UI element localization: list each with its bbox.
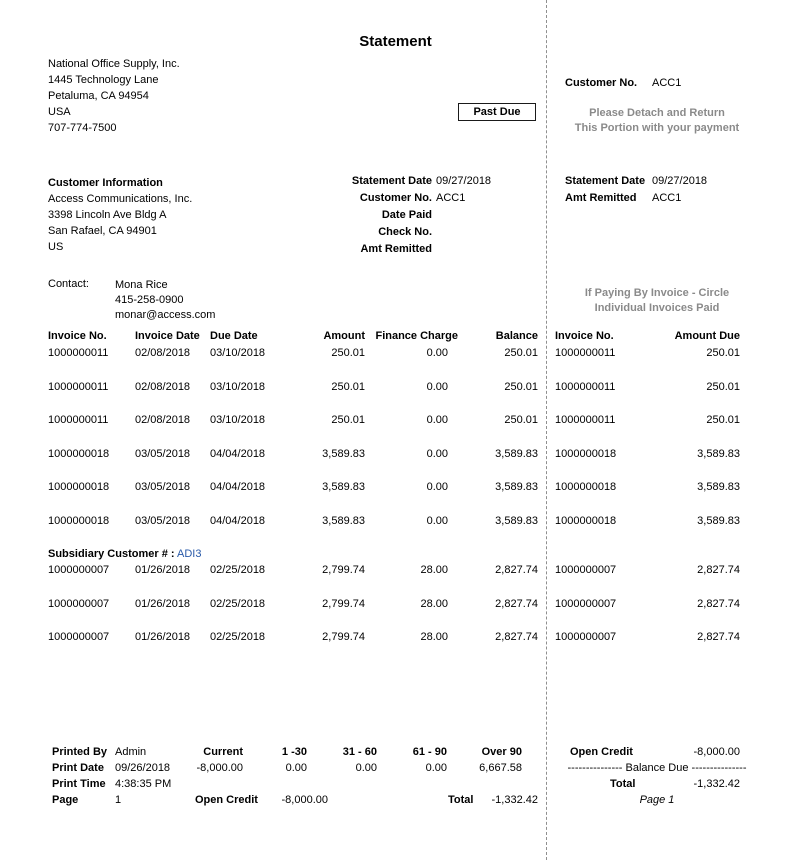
contact-label: Contact: (48, 278, 89, 290)
table-row (0, 347, 791, 381)
page-title: Statement (359, 33, 432, 50)
remit-amt-remitted-label: Amt Remitted (565, 192, 637, 204)
statement-date-value: 09/27/2018 (436, 175, 492, 187)
paying-note (552, 286, 762, 316)
aging-header-over-90: Over 90 (481, 746, 522, 758)
table-row (0, 631, 791, 665)
subsidiary-customer-label: Subsidiary Customer # : (48, 548, 175, 560)
page-label: Page (52, 794, 79, 806)
invoice-no-cell: 1000000007 (48, 631, 110, 643)
remit-invoice-no-cell: 1000000011 (555, 347, 616, 359)
customer-no-value: ACC1 (436, 192, 466, 204)
aging-value-current: -8,000.00 (196, 762, 243, 774)
finance-charge-cell: 28.00 (420, 564, 448, 576)
remit-amount-due-cell: 3,589.83 (697, 447, 740, 460)
remit-amount-due-cell: 3,589.83 (697, 481, 740, 493)
remit-amount-due-cell: 250.01 (706, 380, 740, 393)
invoice-no-header: Invoice No. (48, 330, 107, 342)
print-time-value: 4:38:35 PM (115, 778, 172, 790)
remit-amount-due-cell: 250.01 (706, 347, 740, 359)
detach-note-line1: Please Detach and Return (589, 107, 725, 119)
aging-header-current: Current (203, 746, 243, 758)
invoice-rows-main (0, 347, 791, 548)
balance-cell: 250.01 (504, 414, 538, 426)
amount-cell: 3,589.83 (322, 447, 365, 460)
invoice-table-header (0, 330, 791, 346)
remit-customer-no-value: ACC1 (652, 77, 682, 89)
remit-amount-due-cell: 2,827.74 (697, 597, 740, 610)
invoice-no-cell: 1000000018 (48, 447, 110, 460)
open-credit-value: -8,000.00 (281, 794, 328, 806)
due-date-cell: 02/25/2018 (210, 564, 266, 576)
invoice-no-cell: 1000000007 (48, 597, 110, 610)
print-time-label: Print Time (52, 778, 106, 790)
paying-note-line2: Individual Invoices Paid (594, 302, 720, 314)
amount-cell: 2,799.74 (322, 597, 365, 610)
open-credit-label: Open Credit (195, 794, 258, 806)
remit-invoice-no-header: Invoice No. (555, 330, 614, 342)
due-date-cell: 03/10/2018 (210, 347, 266, 359)
paying-note-line1: If Paying By Invoice - Circle (584, 287, 730, 299)
printed-by-label: Printed By (52, 746, 108, 758)
print-date-value: 09/26/2018 (115, 762, 171, 774)
invoice-no-cell: 1000000011 (48, 380, 109, 393)
remit-invoice-no-cell: 1000000007 (555, 597, 617, 610)
invoice-date-cell: 03/05/2018 (135, 481, 191, 493)
remit-invoice-no-cell: 1000000018 (555, 447, 617, 460)
finance-charge-cell: 0.00 (426, 447, 448, 460)
invoice-no-cell: 1000000018 (48, 481, 110, 493)
invoice-rows-subsidiary (0, 564, 791, 665)
check-no-label: Check No. (378, 226, 432, 238)
remit-open-credit-label: Open Credit (570, 746, 633, 758)
invoice-no-cell: 1000000007 (48, 564, 110, 576)
customer-no-label: Customer No. (359, 192, 432, 204)
company-country: USA (48, 106, 71, 118)
invoice-date-cell: 01/26/2018 (135, 631, 191, 643)
due-date-cell: 02/25/2018 (210, 597, 266, 610)
balance-due-divider: --------------- Balance Due --------------- (567, 762, 747, 774)
amount-cell: 2,799.74 (322, 564, 365, 576)
finance-charge-cell: 0.00 (426, 481, 448, 493)
subsidiary-customer-line (48, 548, 201, 560)
aging-header-31-60: 31 - 60 (342, 746, 377, 758)
balance-cell: 3,589.83 (495, 514, 538, 527)
balance-cell: 3,589.83 (495, 481, 538, 493)
remit-invoice-no-cell: 1000000011 (555, 414, 616, 426)
remit-invoice-no-cell: 1000000018 (555, 514, 617, 527)
company-name: National Office Supply, Inc. (48, 58, 180, 70)
company-address1: 1445 Technology Lane (48, 74, 159, 86)
customer-country: US (48, 241, 64, 253)
balance-cell: 250.01 (504, 347, 538, 359)
balance-cell: 3,589.83 (495, 447, 538, 460)
amount-cell: 3,589.83 (322, 514, 365, 527)
aging-value-1-30: 0.00 (285, 762, 307, 774)
finance-charge-cell: 0.00 (426, 414, 448, 426)
aging-value-61-90: 0.00 (425, 762, 447, 774)
remit-amount-due-cell: 3,589.83 (697, 514, 740, 527)
balance-cell: 2,827.74 (495, 564, 538, 576)
printed-by-value: Admin (115, 746, 147, 758)
subsidiary-customer-value: ADI3 (177, 548, 202, 560)
remit-total-label: Total (610, 778, 636, 790)
amount-cell: 250.01 (331, 380, 365, 393)
page-value: 1 (115, 794, 122, 806)
remit-invoice-no-cell: 1000000011 (555, 380, 616, 393)
remit-statement-date-value: 09/27/2018 (652, 175, 708, 187)
finance-charge-cell: 0.00 (426, 347, 448, 359)
contact-email: monar@access.com (115, 309, 216, 321)
due-date-cell: 04/04/2018 (210, 514, 266, 527)
table-row (0, 481, 791, 515)
finance-charge-cell: 28.00 (420, 631, 448, 643)
remit-page-text: Page 1 (639, 794, 675, 806)
finance-charge-header: Finance Charge (375, 330, 458, 342)
balance-cell: 2,827.74 (495, 631, 538, 643)
amt-remitted-label: Amt Remitted (360, 243, 432, 255)
invoice-no-cell: 1000000011 (48, 347, 109, 359)
due-date-cell: 04/04/2018 (210, 481, 266, 493)
due-date-header: Due Date (210, 330, 258, 342)
invoice-date-header: Invoice Date (135, 330, 200, 342)
amount-cell: 2,799.74 (322, 631, 365, 643)
statement-date-label: Statement Date (351, 175, 432, 187)
remit-invoice-no-cell: 1000000018 (555, 481, 617, 493)
contact-name: Mona Rice (115, 279, 168, 291)
invoice-date-cell: 01/26/2018 (135, 564, 191, 576)
aging-value-over-90: 6,667.58 (479, 762, 522, 774)
remit-amount-due-header: Amount Due (674, 330, 740, 342)
customer-address2: San Rafael, CA 94901 (48, 225, 157, 237)
aging-header-1-30: 1 -30 (281, 746, 307, 758)
remit-amt-remitted-value: ACC1 (652, 192, 682, 204)
balance-header: Balance (495, 330, 538, 342)
balance-cell: 250.01 (504, 380, 538, 393)
amount-header: Amount (323, 330, 365, 342)
past-due-badge: Past Due (458, 103, 536, 121)
table-row (0, 515, 791, 549)
table-row (0, 448, 791, 482)
invoice-no-cell: 1000000011 (48, 414, 109, 426)
customer-info-header: Customer Information (48, 177, 163, 189)
customer-name: Access Communications, Inc. (48, 193, 193, 205)
due-date-cell: 02/25/2018 (210, 631, 266, 643)
contact-phone: 415-258-0900 (115, 294, 184, 306)
company-address2: Petaluma, CA 94954 (48, 90, 149, 102)
remit-statement-date-label: Statement Date (565, 175, 646, 187)
table-row (0, 381, 791, 415)
finance-charge-cell: 28.00 (420, 597, 448, 610)
date-paid-label: Date Paid (381, 209, 432, 221)
amount-cell: 250.01 (331, 414, 365, 426)
invoice-date-cell: 03/05/2018 (135, 514, 191, 527)
due-date-cell: 04/04/2018 (210, 447, 266, 460)
due-date-cell: 03/10/2018 (210, 414, 266, 426)
invoice-date-cell: 01/26/2018 (135, 597, 191, 610)
detach-note-line2: This Portion with your payment (574, 122, 740, 134)
invoice-date-cell: 02/08/2018 (135, 380, 191, 393)
remit-invoice-no-cell: 1000000007 (555, 631, 617, 643)
due-date-cell: 03/10/2018 (210, 380, 266, 393)
table-row (0, 564, 791, 598)
remit-customer-no (565, 77, 682, 89)
remit-amount-due-cell: 2,827.74 (697, 631, 740, 643)
finance-charge-cell: 0.00 (426, 514, 448, 527)
company-block (48, 56, 180, 136)
detach-note (552, 106, 762, 136)
table-row (0, 414, 791, 448)
invoice-date-cell: 03/05/2018 (135, 447, 191, 460)
finance-charge-cell: 0.00 (426, 380, 448, 393)
aging-value-31-60: 0.00 (355, 762, 377, 774)
remit-amount-due-cell: 250.01 (706, 414, 740, 426)
aging-header-61-90: 61 - 90 (412, 746, 447, 758)
amount-cell: 3,589.83 (322, 481, 365, 493)
total-label: Total (448, 794, 474, 806)
company-phone: 707-774-7500 (48, 122, 117, 134)
amount-cell: 250.01 (331, 347, 365, 359)
table-row (0, 598, 791, 632)
remit-open-credit-value: -8,000.00 (693, 746, 740, 758)
customer-address1: 3398 Lincoln Ave Bldg A (48, 209, 167, 221)
total-value: -1,332.42 (491, 794, 538, 806)
invoice-no-cell: 1000000018 (48, 514, 110, 527)
remit-invoice-no-cell: 1000000007 (555, 564, 617, 576)
remit-total-value: -1,332.42 (693, 778, 740, 790)
remit-amount-due-cell: 2,827.74 (697, 564, 740, 576)
print-date-label: Print Date (52, 762, 104, 774)
invoice-date-cell: 02/08/2018 (135, 414, 191, 426)
invoice-date-cell: 02/08/2018 (135, 347, 191, 359)
balance-cell: 2,827.74 (495, 597, 538, 610)
remit-customer-no-label: Customer No. (565, 77, 638, 89)
